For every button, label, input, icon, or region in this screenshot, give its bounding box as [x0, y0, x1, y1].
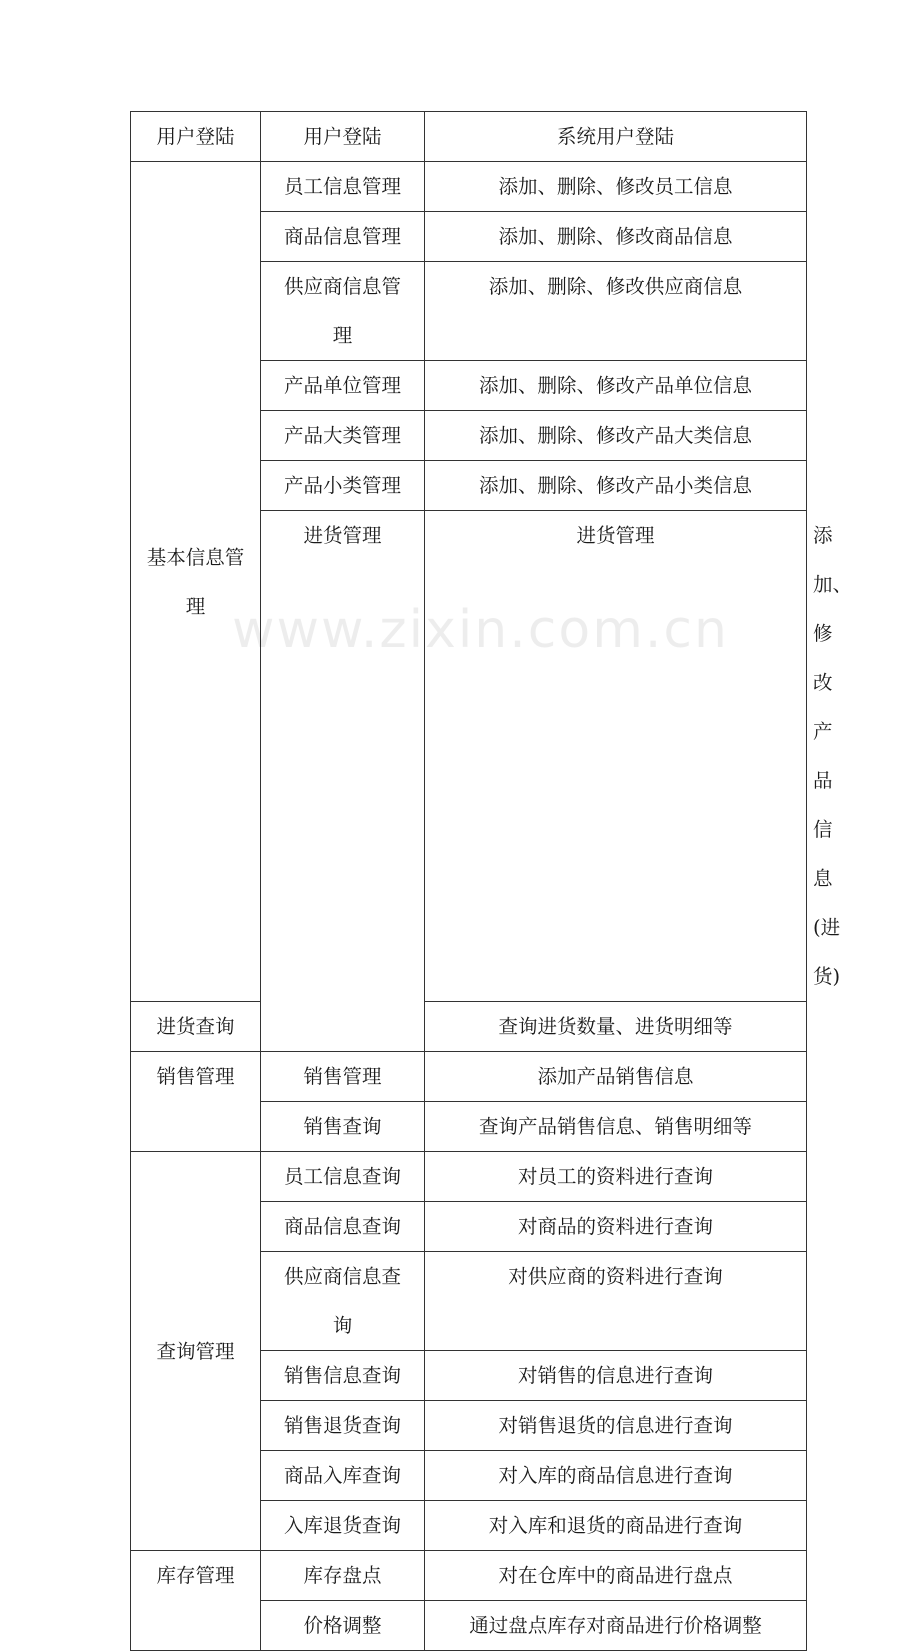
description-cell: 添加、删除、修改产品大类信息	[425, 411, 807, 461]
table-row	[131, 1551, 807, 1601]
function-cell: 销售管理	[261, 1052, 425, 1102]
description-cell: 对员工的资料进行查询	[425, 1152, 807, 1202]
table-row: 进货管理 进货管理 添加、修改产品信息(进货)	[131, 511, 807, 1002]
description-cell: 对入库的商品信息进行查询	[425, 1451, 807, 1501]
table-row	[131, 162, 807, 212]
function-cell: 商品信息查询	[261, 1202, 425, 1252]
description-cell: 添加产品销售信息	[425, 1052, 807, 1102]
description-cell: 对销售退货的信息进行查询	[425, 1401, 807, 1451]
watermark: www.zixin.com.cn	[232, 600, 729, 660]
description-cell: 添加、删除、修改产品单位信息	[425, 361, 807, 411]
description-cell: 查询产品销售信息、销售明细等	[425, 1102, 807, 1152]
header-cell-function: 用户登陆	[261, 112, 425, 162]
module-cell: 进货管理	[261, 511, 425, 1052]
function-cell: 产品单位管理	[261, 361, 425, 411]
header-cell-module: 用户登陆	[131, 112, 261, 162]
function-cell: 进货查询	[131, 1002, 261, 1052]
function-cell: 供应商信息查询	[261, 1252, 425, 1351]
description-cell: 添加、删除、修改商品信息	[425, 212, 807, 262]
module-cell: 基本信息管理	[131, 162, 261, 1002]
module-cell: 库存管理	[131, 1551, 261, 1651]
description-cell: 查询进货数量、进货明细等	[425, 1002, 807, 1052]
description-cell: 对销售的信息进行查询	[425, 1351, 807, 1401]
function-cell: 销售查询	[261, 1102, 425, 1152]
description-cell: 对在仓库中的商品进行盘点	[425, 1551, 807, 1601]
function-table	[130, 111, 853, 1651]
function-cell: 员工信息管理	[261, 162, 425, 212]
function-cell: 入库退货查询	[261, 1501, 425, 1551]
function-cell: 销售退货查询	[261, 1401, 425, 1451]
function-cell: 商品入库查询	[261, 1451, 425, 1501]
function-cell: 库存盘点	[261, 1551, 425, 1601]
description-cell: 通过盘点库存对商品进行价格调整	[425, 1601, 807, 1651]
description-cell: 添加、删除、修改供应商信息	[425, 262, 807, 361]
table-row	[131, 1152, 807, 1202]
description-cell: 对入库和退货的商品进行查询	[425, 1501, 807, 1551]
module-cell: 销售管理	[131, 1052, 261, 1152]
header-cell-description: 系统用户登陆	[425, 112, 807, 162]
function-cell: 销售信息查询	[261, 1351, 425, 1401]
function-cell: 员工信息查询	[261, 1152, 425, 1202]
table-row	[131, 1002, 807, 1052]
table-row	[131, 1052, 807, 1102]
function-cell: 产品大类管理	[261, 411, 425, 461]
function-cell: 进货管理	[425, 511, 807, 1002]
description-cell: 对供应商的资料进行查询	[425, 1252, 807, 1351]
module-cell: 查询管理	[131, 1152, 261, 1551]
description-cell: 对商品的资料进行查询	[425, 1202, 807, 1252]
function-cell: 产品小类管理	[261, 461, 425, 511]
table-header-row	[131, 112, 807, 162]
description-cell: 添加、删除、修改产品小类信息	[425, 461, 807, 511]
function-cell: 价格调整	[261, 1601, 425, 1651]
function-cell: 商品信息管理	[261, 212, 425, 262]
description-cell: 添加、删除、修改员工信息	[425, 162, 807, 212]
function-cell: 供应商信息管理	[261, 262, 425, 361]
